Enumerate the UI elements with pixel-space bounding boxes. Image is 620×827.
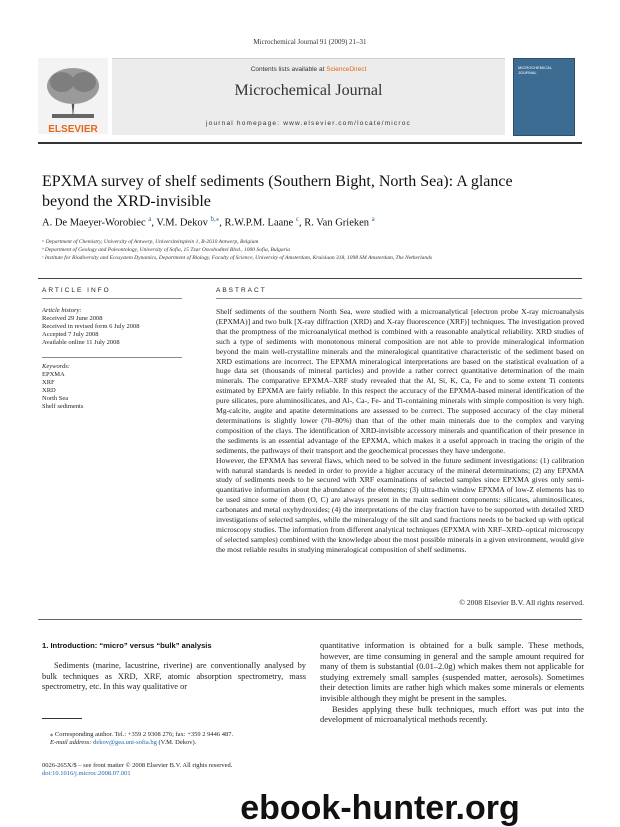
keywords-label: Keywords: — [42, 363, 70, 370]
watermark — [160, 790, 600, 826]
journal-citation: Microchemical Journal 91 (2009) 21–31 — [253, 38, 367, 46]
sciencedirect-link[interactable]: ScienceDirect — [326, 66, 367, 73]
article-title-line2: beyond the XRD-invisible — [42, 193, 211, 210]
journal-title: Microchemical Journal — [234, 82, 383, 99]
abstract-body — [216, 307, 584, 555]
elsevier-wordmark: ELSEVIER — [48, 124, 98, 135]
author-separator: , — [219, 217, 225, 229]
author-affil-marker[interactable]: b,⁎ — [210, 215, 220, 223]
history-accepted: Accepted 7 July 2008 — [42, 331, 99, 338]
watermark-text: ebook-hunter.org — [240, 790, 520, 826]
section-rule — [38, 278, 582, 279]
contents-prefix: Contents lists available at — [250, 66, 327, 73]
body-column-right — [320, 641, 584, 726]
history-online: Available online 11 July 2008 — [42, 339, 120, 346]
footnote-contact: ⁎ Corresponding author. Tel.: +359 2 9308 276; fax: +359 2 9446 487. — [50, 731, 234, 738]
history-label: Article history: — [42, 307, 82, 314]
affiliation-a: ᵃ Department of Chemistry, University of Antwerp, Universiteitsplein 1, B-2610 Antwerp, Belgium — [42, 239, 259, 245]
history-revised: Received in revised form 6 July 2008 — [42, 323, 140, 330]
author-separator: , — [151, 217, 157, 229]
affiliation-b: ᵇ Department of Geology and Paleontology, University of Sofia, 15 Tzar Osvoboditel Blvd., 1000 Sofia, Bulgaria — [42, 247, 291, 253]
header-rule — [38, 142, 582, 144]
email-suffix: (V.M. Dekov). — [156, 739, 197, 746]
keyword: EPXMA — [42, 371, 65, 378]
cover-title: MICROCHEMICAL JOURNAL — [518, 65, 552, 75]
article-title — [42, 172, 562, 212]
body-rule — [38, 619, 582, 620]
footnote-rule — [42, 718, 82, 719]
history-received: Received 29 June 2008 — [42, 315, 103, 322]
abstract-copyright: © 2008 Elsevier B.V. All rights reserved. — [459, 598, 584, 607]
article-info-heading: ARTICLE INFO — [42, 287, 111, 294]
article-title-line1: EPXMA survey of shelf sediments (Southern Bight, North Sea): A glance — [42, 173, 513, 190]
author-list — [42, 215, 572, 229]
body-paragraph: Sediments (marine, lacustrine, riverine) are conventionally analysed by bulk techniques as XRD, XRF, atomic absorption spectrometry, mass spectrometry, etc. In this way qualitative or — [42, 661, 306, 692]
article-info-rule — [42, 298, 182, 299]
abstract-rule — [216, 298, 582, 299]
author-affil-marker[interactable]: c — [295, 215, 299, 223]
elsevier-logo — [38, 58, 108, 134]
author-affil-marker[interactable]: a — [371, 215, 375, 223]
author-name[interactable]: R.W.P.M. Laane — [224, 217, 294, 229]
author-name[interactable]: A. De Maeyer-Worobiec — [42, 217, 146, 229]
author-separator: , — [298, 217, 305, 229]
journal-cover-thumbnail — [513, 58, 575, 136]
abstract-paragraph: Shelf sediments of the southern North Sea, were studied with a microanalytical [electron probe X-ray microanalysis (EPXMA)] and two bulk [X-ray diffraction (XRD) and X-ray fluorescence (XRF)] techniques. The investigation proved that the promptness of the microanalytical method is combined with a reasonable analytical reliability. XRD studies of such a type of sediments with monotonous mineral composition are not able to provide mineralogical information beyond the main well-crystalline minerals and the mineralogical quantitative characteristic of the sediment based on XRD estimations are incorrect. The EPXMA mineralogical interpretations are based on the statistical evaluation of a huge data set (thousands of mineral particles) and provide a rather correct quantitative determination of the main minerals. The comparative EPXMA–XRF study revealed that the Al, Si, K, Ca, Fe and to some extent Ti contents estimated by EPXMA are fairly reliable. In this respect the accuracy of the EPXMA-based mineral identification of the pure silicates, pure aluminosilicates, and Al-, Ca-, Fe- and Ti-containing minerals with simple composition is very high. Mg-calcite, augite and apatite determinations are assessed to be correct. The supposed accuracy of the clay mineral determinations is slightly lower (70–80%) than that of the other main minerals due to the complex and varying composition of the clays. The identification of XRD-invisible accessory minerals and quantification of their presence in the sediments is an essential advantage of the EPXMA, which makes it a useful approach in tracing the origin of the sediments, the pathways of their transport and the geochemical processes they have undergone. — [216, 307, 584, 455]
keyword: Shelf sediments — [42, 403, 84, 410]
elsevier-tree-icon — [38, 58, 108, 134]
author-name[interactable]: V.M. Dekov — [156, 217, 208, 229]
keyword: XRD — [42, 387, 56, 394]
corresponding-author-footnote — [50, 731, 310, 747]
issn-line: 0026-265X/$ – see front matter © 2008 Elsevier B.V. All rights reserved. — [42, 762, 233, 769]
email-label: E-mail address: — [50, 739, 94, 746]
keyword: XRF — [42, 379, 55, 386]
contents-line — [112, 66, 505, 73]
body-paragraph: Besides applying these bulk techniques, much effort was put into the development of microanalytical methods recently. — [320, 704, 584, 725]
affiliation-c: ᶜ Institute for Biodiversity and Ecosystem Dynamics, Department of Biology, Faculty of Science, University of Amsterdam, Kruislaan 318, 1098 SM Amsterdam, The Netherlands — [42, 255, 433, 261]
body-paragraph: quantitative information is obtained for a bulk sample. These methods, however, are time consuming in general and the sample amount required for many of them is substantial (0.01–2.0g) which makes them not applicable for studying extremely small samples (suspended matter, aerosols). Sometimes their detection limits are rather high which makes some minerals or elements invisible although they might be present in the samples. — [320, 641, 584, 703]
email-link[interactable]: dekov@gea.uni-sofia.bg — [93, 739, 157, 746]
front-matter — [42, 762, 312, 778]
keyword: North Sea — [42, 395, 69, 402]
author-affil-marker[interactable]: a — [148, 215, 152, 223]
body-column-left — [42, 661, 306, 693]
section-heading: 1. Introduction: “micro” versus “bulk” analysis — [42, 641, 212, 650]
abstract-heading: ABSTRACT — [216, 287, 267, 294]
doi-link[interactable]: doi:10.1016/j.microc.2008.07.001 — [42, 770, 131, 777]
author-name[interactable]: R. Van Grieken — [304, 217, 370, 229]
keywords-rule — [42, 357, 182, 358]
journal-homepage[interactable]: journal homepage: www.elsevier.com/locate/microc — [206, 120, 411, 127]
abstract-paragraph: However, the EPXMA has several flaws, which need to be solved in the future sediment investigations: (1) calibration with natural standards is needed in order to provide a higher accuracy of the mineral determinations; (2) any EPXMA study of sediments needs to be secured with XRF examinations of selected samples since EPXMA gives only semi-quantitative information about the abundance of the elements; (3) ultra-thin window EPXMA of low-Z elements has to be used since some of them (O, C) are always present in the main sediment components: silicates, aluminosilicates, carbonates and metal oxyhydroxides; (4) the interpretations of the clay fraction have to be supported with detailed XRD investigations of selected samples, while the mineralogy of the silt and sand fractions needs to be backed up with optical microscopy studies. The information from different analytical techniques (EPXMA with XRF–XRD–optical microscopy of selected samples) combined with the knowledge about the most possible minerals in a given environment, would give the most reliable results in studying mineralogical composition of shelf sediments. — [216, 455, 584, 554]
